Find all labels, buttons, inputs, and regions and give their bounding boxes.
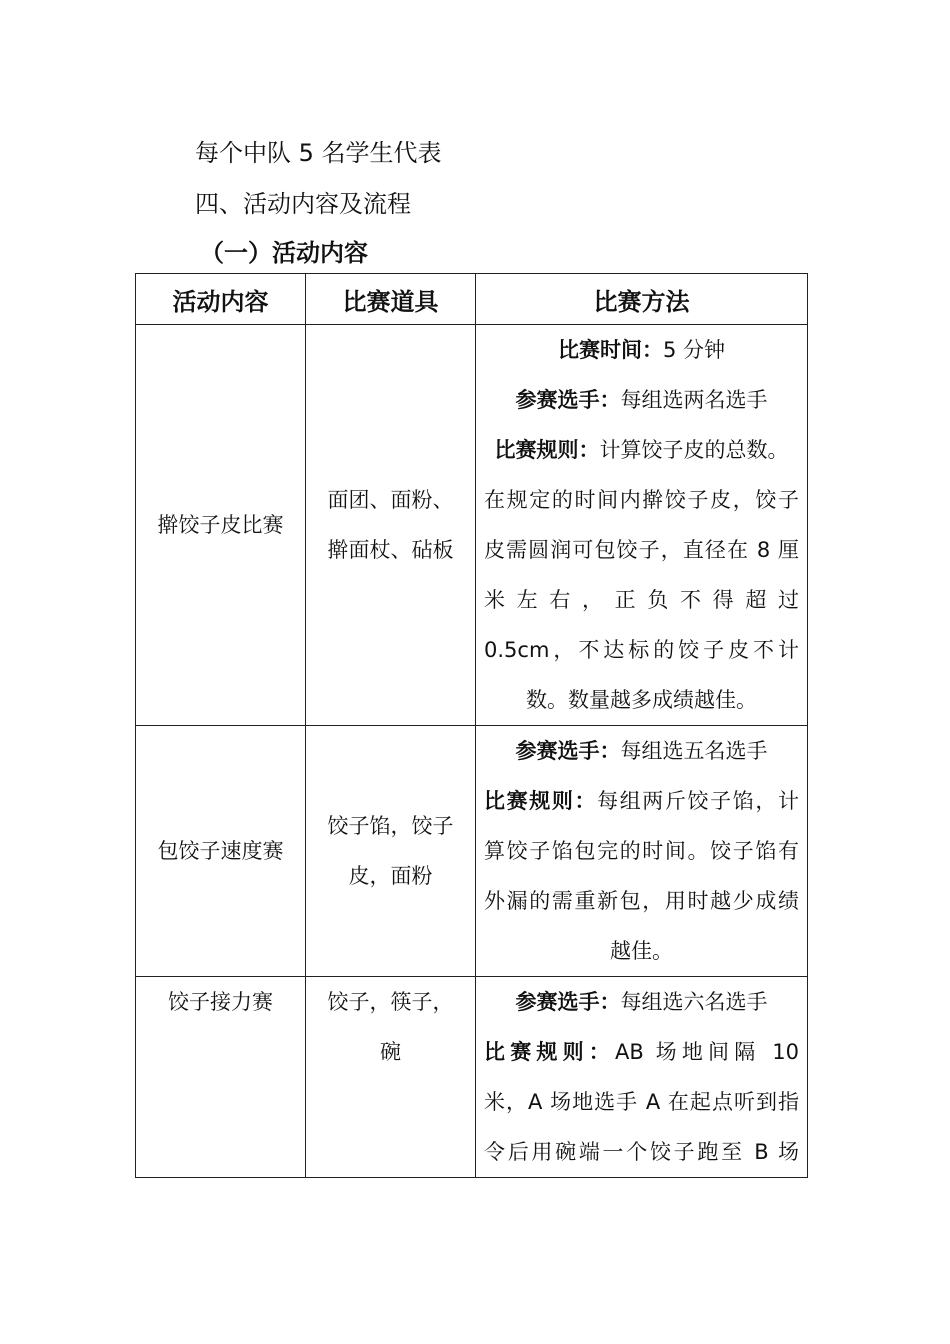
header-activity: 活动内容 (136, 274, 306, 325)
method-line (484, 325, 799, 375)
props-line: 面团、面粉、 (327, 488, 454, 512)
method-line (484, 776, 799, 826)
table-row (136, 325, 808, 726)
activity-cell: 擀饺子皮比赛 (136, 325, 306, 726)
props-cell (306, 977, 476, 1178)
method-text: 每组选六名选手 (620, 990, 768, 1014)
method-text: 每组两斤饺子馅，计 (597, 789, 800, 813)
activity-cell: 包饺子速度赛 (136, 726, 306, 977)
method-line (484, 425, 799, 475)
method-line: 米 左 右 ， 正 负 不 得 超 过 (484, 588, 799, 612)
method-line: 米，A 场地选手 A 在起点听到指 (484, 1090, 799, 1114)
table-header-row (136, 274, 808, 325)
method-line: 算饺子馅包完的时间。饺子馅有 (484, 839, 799, 863)
props-line: 饺子，筷子， (327, 990, 454, 1014)
method-cell (476, 977, 808, 1178)
method-line (484, 1027, 799, 1077)
table-row (136, 977, 808, 1178)
method-cell (476, 325, 808, 726)
method-line (484, 726, 799, 776)
method-label: 比赛规则： (484, 789, 598, 813)
method-label: 参赛选手： (515, 739, 621, 763)
header-method: 比赛方法 (476, 274, 808, 325)
method-line: 0.5cm，不达标的饺子皮不计 (484, 638, 799, 662)
method-line (484, 977, 799, 1027)
method-text: 5 分钟 (662, 338, 726, 362)
props-cell (306, 325, 476, 726)
method-line: 在规定的时间内擀饺子皮，饺子 (484, 488, 799, 512)
subsection-heading-one: （一）活动内容 (200, 239, 368, 267)
method-line: 外漏的需重新包，用时越少成绩 (484, 889, 799, 913)
method-line: 皮需圆润可包饺子，直径在 8 厘 (484, 538, 799, 562)
method-text: 每组选五名选手 (620, 739, 768, 763)
method-line: 数。数量越多成绩越佳。 (526, 688, 757, 712)
method-label: 参赛选手： (515, 990, 621, 1014)
method-text: 每组选两名选手 (620, 388, 768, 412)
method-label: 比赛时间： (557, 338, 663, 362)
table-row (136, 726, 808, 977)
method-text: AB 场地间隔 10 (614, 1040, 799, 1064)
method-line (484, 375, 799, 425)
header-props: 比赛道具 (306, 274, 476, 325)
props-line: 擀面杖、砧板 (327, 538, 454, 562)
method-label: 比赛规则： (494, 438, 600, 462)
method-line: 令后用碗端一个饺子跑至 B 场 (484, 1140, 799, 1164)
section-heading-four: 四、活动内容及流程 (195, 190, 411, 218)
props-line: 碗 (380, 1040, 401, 1064)
method-label: 参赛选手： (515, 388, 621, 412)
method-label: 比赛规则： (484, 1040, 615, 1064)
participants-line: 每个中队 5 名学生代表 (195, 139, 442, 167)
activity-cell: 饺子接力赛 (136, 977, 306, 1178)
props-line: 饺子馅，饺子 (327, 814, 454, 838)
props-cell (306, 726, 476, 977)
method-line: 越佳。 (610, 939, 673, 963)
activities-table (135, 273, 808, 1178)
method-cell (476, 726, 808, 977)
props-line: 皮，面粉 (348, 864, 433, 888)
method-text: 计算饺子皮的总数。 (599, 438, 789, 462)
